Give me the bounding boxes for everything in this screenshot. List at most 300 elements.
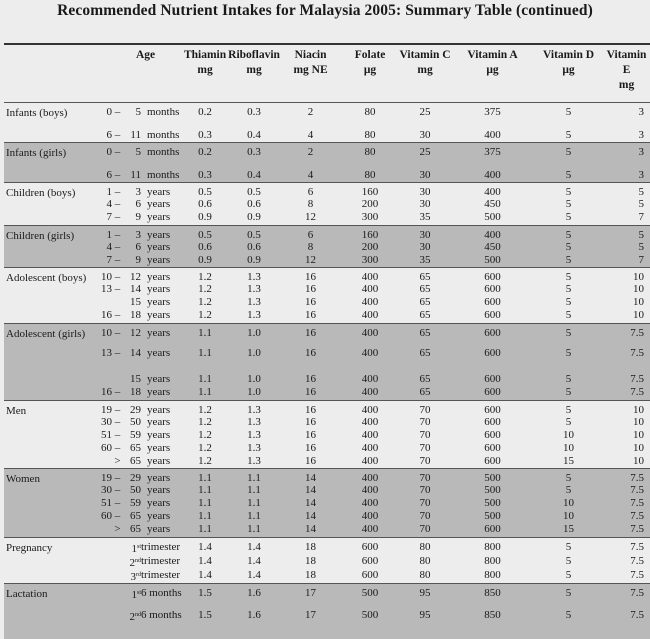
niacin-cell: 16: [280, 455, 341, 469]
folate-cell: 400: [341, 455, 399, 469]
vitamin-a-cell: 500: [451, 497, 534, 510]
vitamin-c-cell: 65: [399, 386, 451, 400]
vitamin-c-cell: 95: [399, 609, 451, 639]
table-row: [4, 129, 650, 143]
age-unit: years: [141, 241, 182, 254]
age-separator: >: [112, 455, 123, 469]
riboflavin-cell: 0.6: [228, 198, 280, 211]
vitamin-a-cell: 600: [451, 323, 534, 347]
age-separator: –: [112, 129, 123, 143]
age-to: 3: [123, 225, 141, 241]
age-to: 65: [123, 442, 141, 455]
vitamin-d-cell: 5: [534, 347, 603, 373]
vitamin-e-cell: 7.5: [603, 569, 650, 584]
niacin-cell: 14: [280, 484, 341, 497]
thiamin-cell: 1.1: [182, 497, 228, 510]
age-unit: years: [141, 309, 182, 323]
age-separator: –: [112, 283, 123, 296]
riboflavin-cell: 1.0: [228, 323, 280, 347]
riboflavin-cell: 1.4: [228, 537, 280, 555]
age-unit: years: [141, 510, 182, 523]
niacin-cell: 16: [280, 283, 341, 296]
riboflavin-cell: 1.3: [228, 296, 280, 309]
age-unit: years: [141, 442, 182, 455]
age-unit: years: [141, 400, 182, 416]
age-unit: years: [141, 283, 182, 296]
vitamin-d-cell: 5: [534, 296, 603, 309]
thiamin-cell: 1.1: [182, 469, 228, 485]
thiamin-cell: 1.5: [182, 609, 228, 639]
vitamin-a-cell: 450: [451, 198, 534, 211]
age-unit: years: [141, 386, 182, 400]
vitamin-d-cell: 5: [534, 323, 603, 347]
vitamin-a-header: Vitamin A μg: [451, 44, 534, 103]
age-separator: –: [112, 442, 123, 455]
vitamin-c-cell: 80: [399, 537, 451, 555]
vitamin-d-cell: 5: [534, 129, 603, 143]
folate-cell: 200: [341, 241, 399, 254]
riboflavin-cell: 0.3: [228, 103, 280, 129]
table-row: [4, 510, 650, 523]
age-header: Age: [88, 44, 182, 103]
vitamin-c-cell: 30: [399, 169, 451, 183]
group-label: Women: [4, 469, 88, 538]
vitamin-c-cell: 30: [399, 129, 451, 143]
group-label: Adolescent (boys): [4, 268, 88, 324]
age-separator: –: [112, 484, 123, 497]
vitamin-d-cell: 5: [534, 555, 603, 569]
age-to: 6: [123, 198, 141, 211]
niacin-cell: 16: [280, 373, 341, 386]
niacin-cell: 4: [280, 169, 341, 183]
thiamin-cell: 1.4: [182, 569, 228, 584]
table-row: [4, 537, 650, 555]
riboflavin-cell: 0.9: [228, 211, 280, 225]
vitamin-d-cell: 5: [534, 143, 603, 169]
table-row: [4, 386, 650, 400]
table-row: [4, 569, 650, 584]
age-to: 11: [123, 169, 141, 183]
niacin-cell: 16: [280, 442, 341, 455]
vitamin-d-cell: 10: [534, 510, 603, 523]
vitamin-d-cell: 5: [534, 254, 603, 268]
age-to: 18: [123, 386, 141, 400]
folate-cell: 200: [341, 198, 399, 211]
vitamin-a-cell: 375: [451, 143, 534, 169]
riboflavin-cell: 1.4: [228, 569, 280, 584]
vitamin-e-cell: 7.5: [603, 386, 650, 400]
vitamin-d-cell: 10: [534, 442, 603, 455]
thiamin-cell: 0.6: [182, 198, 228, 211]
age-from: 60: [88, 510, 112, 523]
vitamin-e-cell: 5: [603, 241, 650, 254]
header-row: [4, 44, 650, 103]
age-to: 59: [123, 497, 141, 510]
vitamin-a-cell: 375: [451, 103, 534, 129]
vitamin-c-cell: 65: [399, 309, 451, 323]
age-from: 19: [88, 400, 112, 416]
vitamin-a-cell: 600: [451, 268, 534, 284]
vitamin-e-cell: 10: [603, 416, 650, 429]
riboflavin-cell: 0.5: [228, 225, 280, 241]
age-unit: months: [141, 129, 182, 143]
vitamin-e-cell: 3: [603, 169, 650, 183]
age-separator: –: [112, 347, 123, 373]
vitamin-c-cell: 65: [399, 268, 451, 284]
age-unit: months: [141, 103, 182, 129]
vitamin-e-cell: 7.5: [603, 555, 650, 569]
vitamin-c-cell: 70: [399, 416, 451, 429]
age-separator: –: [112, 497, 123, 510]
thiamin-cell: 0.9: [182, 211, 228, 225]
table-row: [4, 198, 650, 211]
vitamin-e-cell: 10: [603, 296, 650, 309]
vitamin-c-cell: 65: [399, 347, 451, 373]
age-unit: years: [141, 323, 182, 347]
age-unit: trimester: [141, 569, 182, 584]
age-unit: years: [141, 416, 182, 429]
vitamin-a-cell: 600: [451, 416, 534, 429]
vitamin-c-cell: 70: [399, 510, 451, 523]
riboflavin-cell: 1.0: [228, 347, 280, 373]
age-from: [88, 523, 112, 537]
group-label: Children (girls): [4, 225, 88, 268]
age-separator: –: [112, 211, 123, 225]
age-to: 65: [123, 455, 141, 469]
age-from: 4: [88, 198, 112, 211]
vitamin-c-cell: 35: [399, 254, 451, 268]
folate-cell: 400: [341, 416, 399, 429]
vitamin-d-cell: 5: [534, 416, 603, 429]
vitamin-d-cell: 10: [534, 497, 603, 510]
thiamin-cell: 1.1: [182, 510, 228, 523]
age-unit: years: [141, 429, 182, 442]
folate-cell: 400: [341, 429, 399, 442]
vitamin-a-cell: 500: [451, 510, 534, 523]
vitamin-a-cell: 500: [451, 254, 534, 268]
folate-cell: 400: [341, 309, 399, 323]
riboflavin-header: Riboflavin mg: [228, 44, 280, 103]
folate-cell: 400: [341, 268, 399, 284]
vitamin-a-cell: 600: [451, 283, 534, 296]
age-from: 0: [88, 103, 112, 129]
age-from: [88, 455, 112, 469]
vitamin-d-header: Vitamin D μg: [534, 44, 603, 103]
age-from: 30: [88, 484, 112, 497]
folate-cell: 300: [341, 254, 399, 268]
thiamin-cell: 0.3: [182, 169, 228, 183]
table-row: [4, 469, 650, 485]
group-header: [4, 44, 88, 103]
folate-cell: 80: [341, 169, 399, 183]
riboflavin-cell: 1.6: [228, 583, 280, 609]
age-to: 12: [123, 268, 141, 284]
riboflavin-cell: 1.3: [228, 400, 280, 416]
niacin-cell: 16: [280, 268, 341, 284]
age-from: 16: [88, 309, 112, 323]
age-to: 9: [123, 254, 141, 268]
ordinal-cell: 1st: [88, 537, 141, 555]
folate-cell: 400: [341, 497, 399, 510]
niacin-cell: 4: [280, 129, 341, 143]
age-to: 14: [123, 347, 141, 373]
group-label: Adolescent (girls): [4, 323, 88, 400]
age-to: 11: [123, 129, 141, 143]
table-row: [4, 169, 650, 183]
age-from: 60: [88, 442, 112, 455]
vitamin-e-cell: 7: [603, 254, 650, 268]
thiamin-cell: 0.3: [182, 129, 228, 143]
riboflavin-cell: 1.3: [228, 429, 280, 442]
folate-cell: 500: [341, 583, 399, 609]
vitamin-c-cell: 95: [399, 583, 451, 609]
riboflavin-cell: 0.9: [228, 254, 280, 268]
group-label: Infants (boys): [4, 103, 88, 143]
vitamin-e-cell: 7.5: [603, 373, 650, 386]
age-separator: –: [112, 386, 123, 400]
riboflavin-cell: 1.1: [228, 484, 280, 497]
vitamin-a-cell: 450: [451, 241, 534, 254]
vitamin-d-cell: 5: [534, 103, 603, 129]
table-row: [4, 225, 650, 241]
table-row: [4, 241, 650, 254]
age-separator: –: [112, 183, 123, 199]
age-separator: –: [112, 429, 123, 442]
vitamin-d-cell: 5: [534, 569, 603, 584]
group-label: Children (boys): [4, 183, 88, 226]
table-row: [4, 183, 650, 199]
age-to: 5: [123, 143, 141, 169]
vitamin-c-cell: 30: [399, 241, 451, 254]
folate-cell: 600: [341, 555, 399, 569]
age-separator: –: [112, 225, 123, 241]
vitamin-a-cell: 600: [451, 455, 534, 469]
folate-cell: 500: [341, 609, 399, 639]
age-from: 13: [88, 347, 112, 373]
table-row: [4, 455, 650, 469]
thiamin-cell: 1.2: [182, 400, 228, 416]
niacin-cell: 2: [280, 143, 341, 169]
age-unit: years: [141, 268, 182, 284]
thiamin-cell: 1.2: [182, 283, 228, 296]
vitamin-e-cell: 10: [603, 283, 650, 296]
folate-cell: 600: [341, 537, 399, 555]
riboflavin-cell: 1.1: [228, 497, 280, 510]
niacin-cell: 12: [280, 254, 341, 268]
thiamin-cell: 1.4: [182, 555, 228, 569]
table-row: [4, 416, 650, 429]
age-to: 50: [123, 416, 141, 429]
thiamin-cell: 1.2: [182, 429, 228, 442]
vitamin-e-cell: 10: [603, 268, 650, 284]
age-from: 16: [88, 386, 112, 400]
vitamin-d-cell: 5: [534, 469, 603, 485]
vitamin-a-cell: 400: [451, 225, 534, 241]
vitamin-d-cell: 15: [534, 523, 603, 537]
age-from: 0: [88, 143, 112, 169]
table-row: [4, 400, 650, 416]
age-separator: –: [112, 469, 123, 485]
riboflavin-cell: 0.6: [228, 241, 280, 254]
folate-cell: 400: [341, 523, 399, 537]
table-row: [4, 442, 650, 455]
vitamin-c-cell: 70: [399, 455, 451, 469]
riboflavin-cell: 1.1: [228, 523, 280, 537]
vitamin-a-cell: 500: [451, 484, 534, 497]
niacin-cell: 16: [280, 416, 341, 429]
vitamin-c-cell: 70: [399, 442, 451, 455]
niacin-cell: 17: [280, 609, 341, 639]
vitamin-c-cell: 65: [399, 296, 451, 309]
riboflavin-cell: 1.4: [228, 555, 280, 569]
folate-cell: 300: [341, 211, 399, 225]
vitamin-d-cell: 5: [534, 400, 603, 416]
vitamin-a-cell: 600: [451, 400, 534, 416]
folate-cell: 80: [341, 129, 399, 143]
vitamin-d-cell: 5: [534, 609, 603, 639]
age-unit: months: [141, 169, 182, 183]
vitamin-d-cell: 5: [534, 309, 603, 323]
age-to: 6: [123, 241, 141, 254]
age-separator: –: [112, 323, 123, 347]
vitamin-e-cell: 3: [603, 103, 650, 129]
age-to: 9: [123, 211, 141, 225]
vitamin-d-cell: 5: [534, 283, 603, 296]
vitamin-c-cell: 65: [399, 283, 451, 296]
thiamin-cell: 1.1: [182, 523, 228, 537]
folate-cell: 400: [341, 323, 399, 347]
vitamin-c-cell: 80: [399, 569, 451, 584]
table-row: [4, 347, 650, 373]
group-label: Pregnancy: [4, 537, 88, 583]
vitamin-c-cell: 25: [399, 143, 451, 169]
age-to: 65: [123, 523, 141, 537]
table-row: [4, 323, 650, 347]
thiamin-cell: 1.1: [182, 386, 228, 400]
thiamin-cell: 1.1: [182, 347, 228, 373]
riboflavin-cell: 1.0: [228, 373, 280, 386]
folate-cell: 400: [341, 386, 399, 400]
folate-cell: 400: [341, 442, 399, 455]
folate-cell: 400: [341, 296, 399, 309]
table-row: [4, 103, 650, 129]
vitamin-a-cell: 600: [451, 296, 534, 309]
age-from: 6: [88, 129, 112, 143]
age-separator: >: [112, 523, 123, 537]
niacin-cell: 16: [280, 429, 341, 442]
age-from: 51: [88, 429, 112, 442]
age-from: [88, 296, 112, 309]
age-separator: –: [112, 268, 123, 284]
age-to: 5: [123, 103, 141, 129]
table-row: [4, 555, 650, 569]
vitamin-c-cell: 65: [399, 373, 451, 386]
folate-cell: 400: [341, 373, 399, 386]
vitamin-c-cell: 70: [399, 484, 451, 497]
age-from: 7: [88, 211, 112, 225]
thiamin-cell: 0.5: [182, 225, 228, 241]
niacin-cell: 12: [280, 211, 341, 225]
vitamin-e-header: Vitamin E mg: [603, 44, 650, 103]
niacin-cell: 18: [280, 569, 341, 584]
riboflavin-cell: 1.3: [228, 268, 280, 284]
age-to: 65: [123, 510, 141, 523]
thiamin-cell: 0.2: [182, 103, 228, 129]
vitamin-a-cell: 600: [451, 347, 534, 373]
age-to: 12: [123, 323, 141, 347]
thiamin-cell: 0.9: [182, 254, 228, 268]
age-unit: trimester: [141, 555, 182, 569]
riboflavin-cell: 1.3: [228, 309, 280, 323]
thiamin-cell: 1.1: [182, 323, 228, 347]
age-unit: years: [141, 225, 182, 241]
niacin-cell: 16: [280, 309, 341, 323]
vitamin-d-cell: 5: [534, 373, 603, 386]
folate-cell: 400: [341, 469, 399, 485]
vitamin-e-cell: 7.5: [603, 347, 650, 373]
niacin-cell: 14: [280, 510, 341, 523]
vitamin-e-cell: 7: [603, 211, 650, 225]
vitamin-a-cell: 400: [451, 183, 534, 199]
table-row: [4, 309, 650, 323]
vitamin-e-cell: 7.5: [603, 497, 650, 510]
age-separator: –: [112, 309, 123, 323]
table-row: [4, 484, 650, 497]
vitamin-c-cell: 30: [399, 183, 451, 199]
vitamin-d-cell: 5: [534, 198, 603, 211]
folate-cell: 400: [341, 400, 399, 416]
age-unit: trimester: [141, 537, 182, 555]
age-to: 15: [123, 296, 141, 309]
vitamin-d-cell: 5: [534, 386, 603, 400]
age-separator: [112, 373, 123, 386]
niacin-cell: 14: [280, 497, 341, 510]
vitamin-d-cell: 5: [534, 583, 603, 609]
vitamin-e-cell: 3: [603, 143, 650, 169]
age-unit: years: [141, 484, 182, 497]
riboflavin-cell: 1.0: [228, 386, 280, 400]
vitamin-d-cell: 5: [534, 225, 603, 241]
table-row: [4, 373, 650, 386]
vitamin-c-cell: 80: [399, 555, 451, 569]
vitamin-a-cell: 800: [451, 537, 534, 555]
vitamin-d-cell: 5: [534, 268, 603, 284]
vitamin-e-cell: 5: [603, 225, 650, 241]
thiamin-cell: 1.2: [182, 268, 228, 284]
riboflavin-cell: 0.3: [228, 143, 280, 169]
vitamin-d-cell: 5: [534, 169, 603, 183]
niacin-header: Niacin mg NE: [280, 44, 341, 103]
thiamin-cell: 1.2: [182, 416, 228, 429]
age-separator: –: [112, 198, 123, 211]
table-row: [4, 268, 650, 284]
age-to: 18: [123, 309, 141, 323]
vitamin-c-cell: 25: [399, 103, 451, 129]
vitamin-a-cell: 600: [451, 442, 534, 455]
vitamin-c-cell: 30: [399, 198, 451, 211]
vitamin-d-cell: 5: [534, 537, 603, 555]
age-unit: years: [141, 347, 182, 373]
page-title: Recommended Nutrient Intakes for Malaysia 2005: Summary Table (continued): [0, 2, 650, 20]
age-unit: years: [141, 296, 182, 309]
nutrient-table: [4, 44, 650, 639]
age-from: 10: [88, 323, 112, 347]
age-unit: years: [141, 254, 182, 268]
age-unit: years: [141, 198, 182, 211]
vitamin-e-cell: 7.5: [603, 469, 650, 485]
vitamin-e-cell: 7.5: [603, 323, 650, 347]
niacin-cell: 8: [280, 241, 341, 254]
